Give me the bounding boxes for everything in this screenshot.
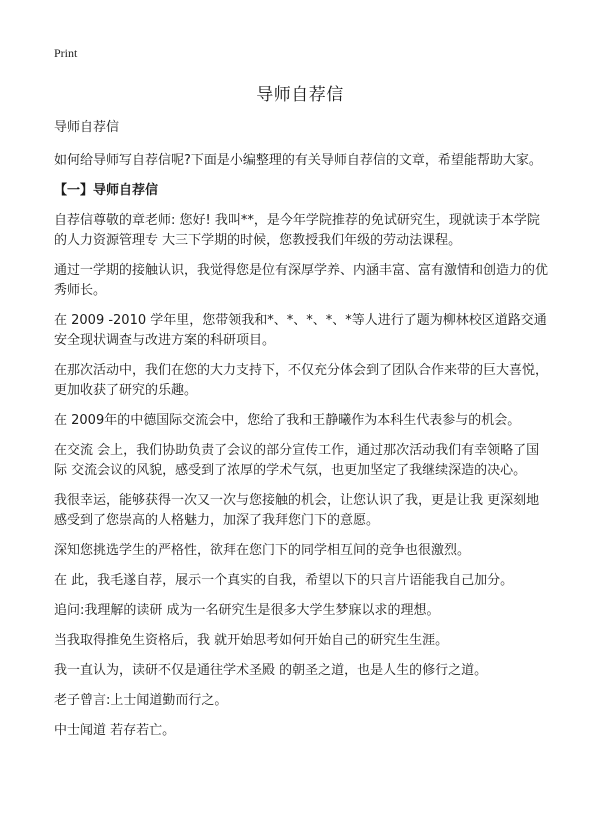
print-link[interactable]: Print	[54, 46, 78, 60]
paragraph: 我很幸运，能够获得一次又一次与您接触的机会，让您认识了我，更是让我 更深刻地感受到了您崇高的人格魅力，加深了我拜您门下的意愿。	[54, 493, 540, 528]
paragraph: 中士闻道 若存若亡。	[54, 723, 176, 738]
intro-paragraph: 如何给导师写自荐信呢?下面是小编整理的有关导师自荐信的文章，希望能帮助大家。	[54, 153, 542, 168]
paragraph: 当我取得推免生资格后，我 就开始思考如何开始自己的研究生生涯。	[54, 633, 449, 648]
paragraph: 在那次活动中，我们在您的大力支持下，不仅充分体会到了团队合作来带的巨大喜悦，更加收获了研究的乐趣。	[54, 363, 549, 398]
paragraph: 追问:我理解的读研 成为一名研究生是很多大学生梦寐以求的理想。	[54, 603, 440, 618]
paragraph: 在 此，我毛遂自荐，展示一个真实的自我，希望以下的只言片语能我自己加分。	[54, 573, 514, 588]
paragraph: 我一直认为，读研不仅是通往学术圣殿 的朝圣之道，也是人生的修行之道。	[54, 663, 488, 678]
page-title: 导师自荐信	[256, 85, 344, 105]
paragraph: 深知您挑选学生的严格性，欲拜在您门下的同学相互间的竞争也很激烈。	[54, 543, 471, 558]
section-heading: 【一】导师自荐信	[54, 183, 159, 198]
paragraph: 在 2009年的中德国际交流会中，您给了我和王静曦作为本科生代表参与的机会。	[54, 413, 521, 428]
paragraph: 在 2009 -2010 学年里，您带领我和*、*、*、*、*等人进行了题为柳林校区道路交通 安全现状调查与改进方案的科研项目。	[54, 313, 547, 348]
paragraph: 自荐信尊敬的章老师: 您好! 我叫**，是今年学院推荐的免试研究生，现就读于本学院的人力资源管理专 大三下学期的时候，您教授我们年级的劳动法课程。	[54, 213, 540, 248]
document-body	[54, 118, 550, 751]
document-subtitle: 导师自荐信	[54, 120, 120, 135]
paragraph: 老子曾言:上士闻道勤而行之。	[54, 693, 228, 708]
paragraph: 在交流 会上，我们协助负责了会议的部分宣传工作，通过那次活动我们有幸领略了国际 交流会议的风貌，感受到了浓厚的学术气氛，也更加坚定了我继续深造的决心。	[54, 443, 540, 478]
paragraph: 通过一学期的接触认识，我觉得您是位有深厚学养、内涵丰富、富有激情和创造力的优秀师长。	[54, 263, 549, 298]
